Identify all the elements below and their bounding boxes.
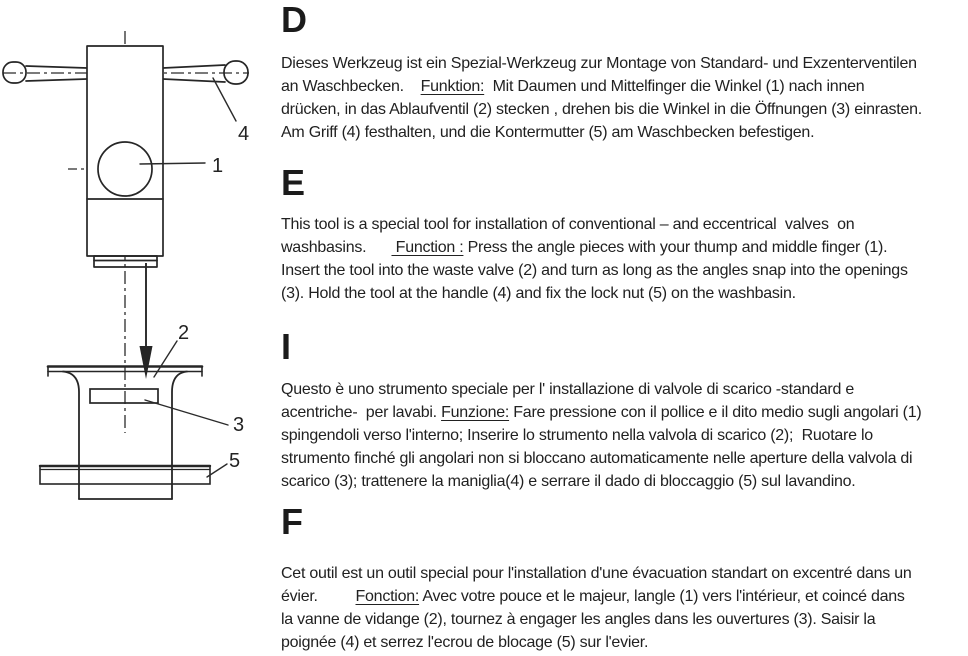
insertion-arrow-head <box>140 346 153 379</box>
paragraph-line <box>281 121 968 144</box>
underlined-text: Fonction: <box>355 588 420 605</box>
section-english <box>281 163 968 305</box>
text-segment: spingendoli verso l'interno; Inserire lo strumento nella valvola di scarico (2); Ruotare lo <box>281 427 873 444</box>
text-segment: strumento finché gli angolari non si bloccano automaticamente nelle aperture della valvola di <box>281 450 913 467</box>
callout-3-label: 3 <box>233 414 245 436</box>
underlined-text: Function : <box>391 239 464 256</box>
paragraph-line <box>281 608 968 631</box>
tool-diagram <box>0 0 270 651</box>
text-segment: Press the angle pieces with your thump and middle finger (1). <box>463 239 888 256</box>
callout-3-leader <box>145 400 228 425</box>
paragraph-line <box>281 259 968 282</box>
text-segment: This tool is a special tool for installation of conventional – and eccentrical valves on <box>281 216 855 233</box>
paragraph-line <box>281 424 968 447</box>
underlined-text: Funktion: <box>420 78 485 95</box>
paragraph-line <box>281 470 968 493</box>
paragraph-line <box>281 236 968 259</box>
section-german-heading: D <box>281 0 307 40</box>
callout-2-label: 2 <box>178 322 190 344</box>
text-segment: scarico (3); trattenere la maniglia(4) e serrare il dado di bloccaggio (5) sul lavandino. <box>281 473 856 490</box>
text-segment: an Waschbecken. <box>281 78 421 95</box>
paragraph-line <box>281 52 968 75</box>
text-segment: acentriche- per lavabi. <box>281 404 442 421</box>
text-segment: washbasins. <box>281 239 392 256</box>
text-segment: Insert the tool into the waste valve (2) and turn as long as the angles snap into the openings <box>281 262 908 279</box>
paragraph-line <box>281 585 968 608</box>
section-german <box>281 0 968 144</box>
paragraph-line <box>281 98 968 121</box>
text-segment: Fare pressione con il pollice e il dito medio sugli angolari (1) <box>509 404 922 421</box>
text-segment: Mit Daumen und Mittelfinger die Winkel (1) nach innen <box>484 78 865 95</box>
instructions-column <box>281 0 968 651</box>
text-segment: Cet outil est un outil special pour l'installation d'une évacuation standart on excentré dans un <box>281 565 912 582</box>
text-segment: drücken, in das Ablaufventil (2) stecken , drehen bis die Winkel in die Öffnungen (3) einrasten. <box>281 101 922 118</box>
text-segment: Questo è uno strumento speciale per l' installazione di valvole di scarico -standard e <box>281 381 854 398</box>
text-segment: évier. <box>281 588 356 605</box>
paragraph-line <box>281 213 968 236</box>
callout-1-leader <box>140 163 205 164</box>
paragraph-line <box>281 401 968 424</box>
underlined-text: Funzione: <box>441 404 510 421</box>
text-segment: (3). Hold the tool at the handle (4) and fix the lock nut (5) on the washbasin. <box>281 285 796 302</box>
section-italian <box>281 327 968 493</box>
paragraph-line <box>281 562 968 585</box>
tool-body <box>87 46 163 256</box>
text-segment: la vanne de vidange (2), tournez à engager les angles dans les ouvertures (3). Saisir la <box>281 611 876 628</box>
section-french-paragraph <box>281 562 968 654</box>
section-german-paragraph <box>281 52 968 144</box>
section-english-heading: E <box>281 162 306 203</box>
callout-5-label: 5 <box>229 450 241 472</box>
paragraph-line <box>281 75 968 98</box>
section-italian-paragraph <box>281 378 968 493</box>
text-segment: Dieses Werkzeug ist ein Spezial-Werkzeug zur Montage von Standard- und Exzenterventilen <box>281 55 917 72</box>
valve-neck-right <box>172 372 187 500</box>
section-english-paragraph <box>281 213 968 305</box>
text-segment: Am Griff (4) festhalten, und die Kontermutter (5) am Waschbecken befestigen. <box>281 124 815 141</box>
tool-diagram-figure <box>0 0 270 651</box>
paragraph-line <box>281 282 968 305</box>
text-segment: poignée (4) et serrez l'ecrou de blocage (5) sur l'evier. <box>281 634 649 651</box>
callout-1-label: 1 <box>212 155 224 177</box>
section-italian-heading: I <box>281 326 292 367</box>
paragraph-line <box>281 447 968 470</box>
section-french-heading: F <box>281 501 303 542</box>
paragraph-line <box>281 378 968 401</box>
section-french <box>281 502 968 654</box>
valve-neck-left <box>63 372 79 500</box>
lock-nut-plate <box>40 466 210 484</box>
text-segment: Avec votre pouce et le majeur, langle (1) vers l'intérieur, et coincé dans <box>419 588 905 605</box>
callout-4-label: 4 <box>238 123 250 145</box>
